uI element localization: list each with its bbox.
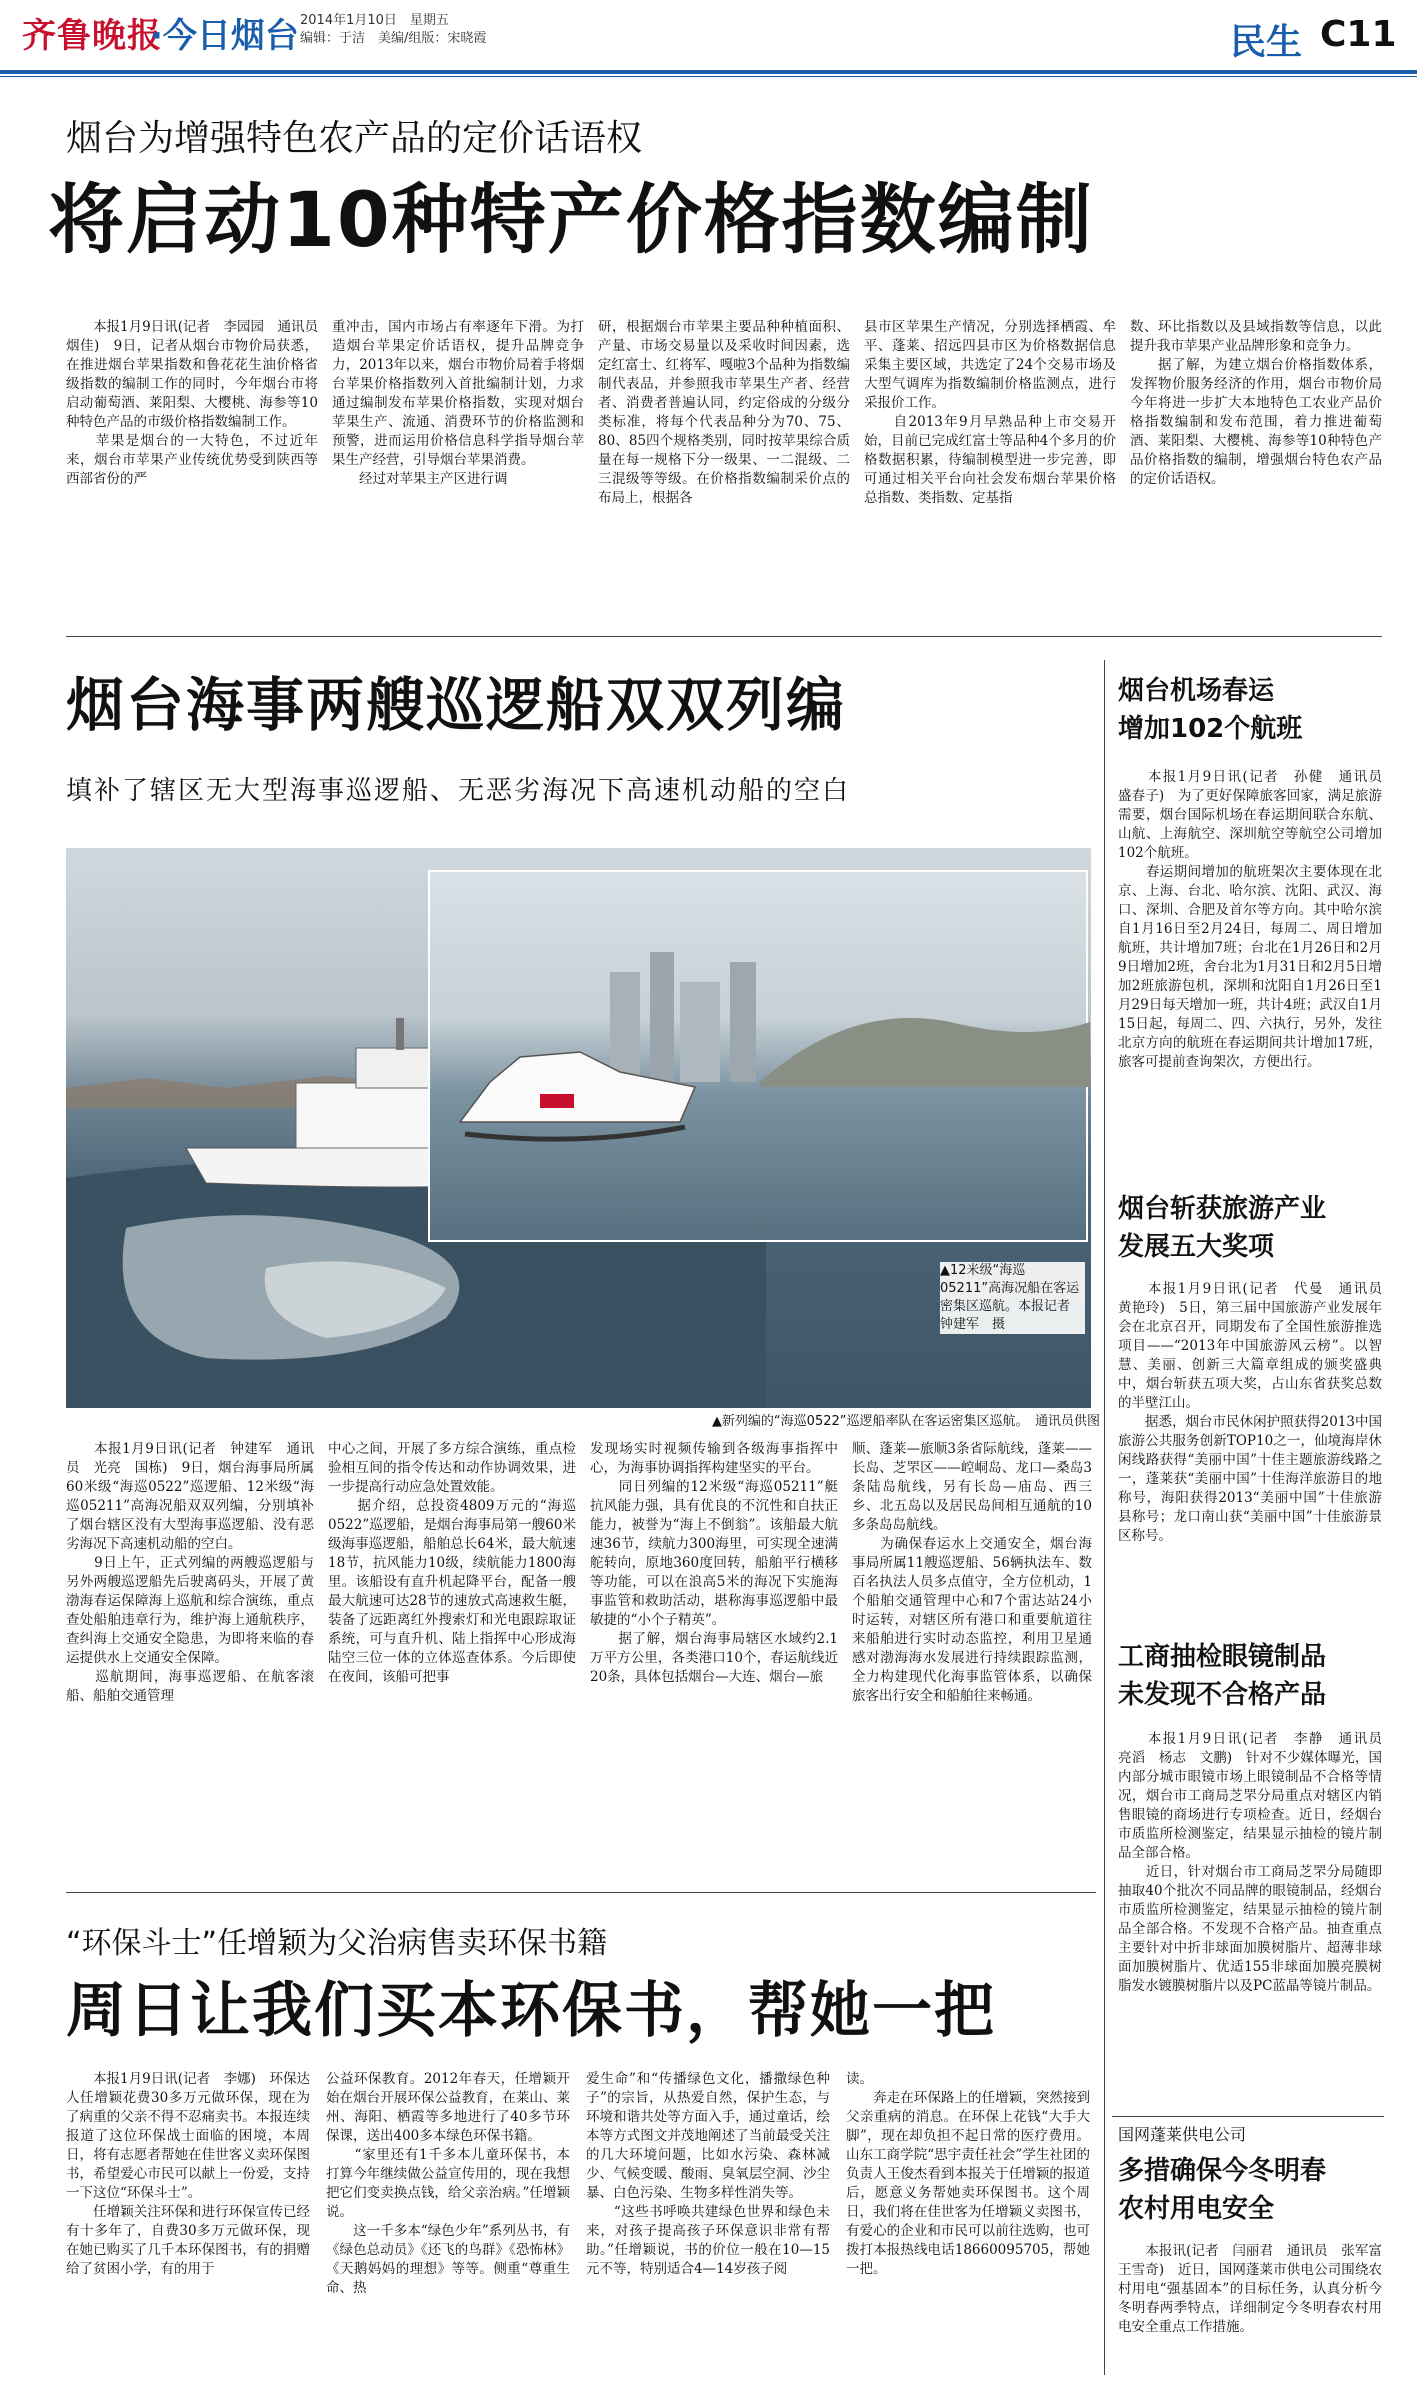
sidebar-story4-headline-line1: 多措确保今冬明春 [1118,2156,1327,2186]
article3-col-2: 公益环保教育。2012年春天，任增颖开始在烟台开展环保公益教育，在莱山、莱州、海阳、栖霞等多地进行了40多节环保课，送出400多本绿色环保书籍。 “家里还有1千多本儿童环保书，本打算今年继续做公益宣传用的，现在我想把它们变卖换点钱，给父亲治病。”任增颖说。 这一千多本“绿色少年”系列丛书，有《绿色总动员》《还飞的鸟群》《恐怖林》《天鹅妈妈的理想》等等。侧重“尊重生命、热 [326,2071,570,2296]
article3-col-3: 爱生命”和“传播绿色文化，播撒绿色种子”的宗旨，从热爱自然，保护生态，与环境和谐共处等方面入手，通过童话，绘本等方式图文并茂地阐述了当前最受关注的几大环境问题，比如水污染、森林减少、气候变暖、酸雨、臭氧层空洞、沙尘暴、白色污染、生物多样性消失等。 “这些书呼唤共建绿色世界和绿色未来，对孩子提高孩子环保意识非常有帮助。”任增颖说，书的价位一般在10—15元不等，特别适合4—14岁孩子阅 [586,2071,830,2277]
patrol-ship-photo [66,848,1091,1408]
sidebar-story2-headline [1118,1190,1326,1266]
divider [66,636,1382,637]
article2-col-3: 发现场实时视频传输到各级海事指挥中心，为海事协调指挥构建坚实的平台。 同日列编的12米级“海巡05211”艇抗风能力强，具有优良的不沉性和自扶正能力，被誉为“海上不倒翁”。该船最大航速36节，续航力300海里，可实现全速满舵转向，原地360度回转，船舶平行横移等功能，可以在浪高5米的海况下实施海事监管和救助活动，堪称海事巡逻船中最敏捷的“小个子精英”。 据了解，烟台海事局辖区水域约2.1万平方公里，各类港口10个，春运航线近20条，具体包括烟台—大连、烟台—旅 [590,1441,838,1685]
inset-illustration [430,872,1090,1244]
sidebar-story3-headline-line1: 工商抽检眼镜制品 [1118,1642,1327,1672]
issue-meta [300,12,486,48]
sidebar-story1-headline-line2: 增加102个航班 [1118,714,1303,744]
sidebar-story1-headline [1118,672,1302,748]
sidebar-story4-ad-label: 国网蓬莱供电公司 [1118,2125,1247,2144]
article3-col-1: 本报1月9日讯(记者 李娜) 环保达人任增颖花费30多万元做环保，现在为了病重的父亲不得不忍痛卖书。本报连续报道了这位环保战士面临的困境，本周日，将有志愿者帮她在佳世客义卖环保图书，希望爱心市民可以献上一份爱，支持一下这位“环保斗士”。 任增颖关注环保和进行环保宣传已经有十多年了，自费30多万元做环保，现在她已购买了几千本环保图书，有的捐赠给了贫困小学，有的用于 [66,2071,310,2277]
article2-headline: 烟台海事两艘巡逻船双双列编 [66,671,847,739]
sidebar-story4-headline-line2: 农村用电安全 [1118,2194,1275,2224]
header-rule-thin [0,76,1417,77]
sidebar-story4-text: 本报讯(记者 闫丽君 通讯员 张军富 王雪奇) 近日，国网蓬莱市供电公司围绕农村用电“强基固本”的目标任务，认真分析今冬明春两季特点，详细制定今冬明春农村用电安全重点工作措施。 [1118,2243,1396,2335]
article3-col-4: 读。 奔走在环保路上的任增颖，突然接到父亲重病的消息。在环保上花钱“大手大脚”，现在却负担不起日常的医疗费用。山东工商学院“思宇责任社会”学生社团的负责人王俊杰看到本报关于任增颖的报道后，愿意义务帮她卖环保图书。这个周日，我们将在佳世客为任增颖义卖图书，有爱心的企业和市民可以前往选购，也可拨打本报热线电话18660095705，帮她一把。 [846,2071,1090,2277]
article1-col-4: 县市区苹果生产情况，分别选择栖霞、牟平、蓬莱、招远四县市区为价格数据信息采集主要区域，共选定了24个交易市场及大型气调库为指数编制价格监测点，进行采报价工作。 自2013年9月早熟品种上市交易开始，目前已完成红富士等品种4个多月的价格数据积累，待编制模型进一步完善，即可通过相关平台向社会发布烟台苹果价格总指数、类指数、定基指 [864,319,1116,506]
article2-col-4: 顺、蓬莱—旅顺3条省际航线，蓬莱——长岛、芝罘区——崆峒岛、龙口—桑岛3条陆岛航线，另有长岛—庙岛、西三乡、北五岛以及居民岛间相互通航的10多条岛岛航线。 为确保春运水上交通安全，烟台海事局所属11艘巡逻船、56辆执法车、数百名执法人员多点值守，全方位机动，1个船舶交通管理中心和7个雷达站24小时运转，对辖区所有港口和重要航道往来船舶进行实时动态监控，利用卫星通感对渤海海水发展进行持续跟踪监测，全力构建现代化海事监管体系，以确保旅客出行安全和船舶往来畅通。 [852,1441,1092,1704]
sidebar-story2-text: 本报1月9日讯(记者 代曼 通讯员 黄艳玲) 5日，第三届中国旅游产业发展年会在北京召开，同期发布了全国性旅游推选项目——“2013年中国旅游风云榜”。以智慧、美丽、创新三大篇章组成的颁奖盛典中，烟台斩获五项大奖，占山东省获奖总数的半壁江山。 据悉，烟台市民休闲护照获得2013中国旅游公共服务创新TOP10之一，仙境海岸休闲线路获得“美丽中国”十佳主题旅游线路之一，蓬莱获“美丽中国”十佳海洋旅游目的地称号，海阳获得2013“美丽中国”十佳旅游县称号；龙口南山获“美丽中国”十佳旅游景区称号。 [1118,1281,1382,1544]
article3-kicker: “环保斗士”任增颖为父治病售卖环保书籍 [66,1926,608,1961]
article2-subhead: 填补了辖区无大型海事巡逻船、无恶劣海况下高速机动船的空白 [66,776,851,806]
sidebar-story4-headline [1118,2152,1326,2228]
editor-credit: 编辑：于洁 美编/组版：宋晓霞 [300,31,487,46]
section-title: ·今日烟台 [150,16,299,56]
sidebar-divider [1104,660,1105,2375]
sidebar-story3-text: 本报1月9日讯(记者 李静 通讯员 亮滔 杨志 文鹏) 针对不少媒体曝光，国内部分城市眼镜市场上眼镜制品不合格等情况，烟台市工商局芝罘分局重点对辖区内销售眼镜的商场进行专项检查。近日，经烟台市质监所检测鉴定，结果显示抽检的镜片制品全部合格。 近日，针对烟台市工商局芝罘分局随即抽取40个批次不同品牌的眼镜制品，经烟台市质监所检测鉴定，结果显示抽检的镜片制品全部合格。不发现不合格产品。抽查重点主要针对中折非球面加膜树脂片、超薄非球面加膜树脂片、优适155非球面加膜亮膜树脂发水镀膜树脂片以及PC蓝晶等镜片制品。 [1118,1731,1382,1994]
issue-date: 2014年1月10日 星期五 [300,13,449,28]
article1-col-2: 重冲击，国内市场占有率逐年下滑。为打造烟台苹果定价话语权，提升品牌竞争力，2013年以来，烟台市物价局着手将烟台苹果价格指数列入首批编制计划，力求通过编制发布苹果价格指数，实现对烟台苹果生产、流通、消费环节的价格监测和预警，进而运用价格信息科学指导烟台苹果生产经营，引导烟台苹果消费。 经过对苹果主产区进行调 [332,319,584,487]
page-category: 民生 [1230,22,1303,63]
article1-col-1: 本报1月9日讯(记者 李园园 通讯员 烟佳) 9日，记者从烟台市物价局获悉，在推进烟台苹果指数和鲁花花生油价格省级指数的编制工作的同时，今年烟台市将启动葡萄酒、莱阳梨、大樱桃、海参等10种特色产品的市级价格指数编制工作。 苹果是烟台的一大特色，不过近年来，烟台市苹果产业传统优势受到陕西等西部省份的严 [66,319,318,487]
sidebar-story3-headline-line2: 未发现不合格产品 [1118,1680,1327,1710]
article3-headline: 周日让我们买本环保书，帮她一把 [66,1976,996,2046]
sidebar-story2-headline-line2: 发展五大奖项 [1118,1232,1275,1262]
header-rule [0,70,1417,74]
sidebar-story1-text: 本报1月9日讯(记者 孙健 通讯员 盛春子) 为了更好保障旅客回家，满足旅游需要，烟台国际机场在春运期间联合东航、山航、上海航空、深圳航空等航空公司增加102个航班。 春运期间增加的航班架次主要体现在北京、上海、台北、哈尔滨、沈阳、武汉、海口、深圳、合肥及首尔等方向。其中哈尔滨自1月16日至2月24日，每周二、周日增加航班，共计增加7班；台北在1月26日和2月9日增加2班，舍台北为1月31日和2月5日增加2班旅游包机，深圳和沈阳自1月26日至1月29日每天增加一班，共计4班；武汉自1月15日起，每周二、四、六执行，另外，发往北京方向的航班在春运期间共计增加17班，旅客可提前查询架次，方便出行。 [1118,769,1382,1070]
page-number: C11 [1320,14,1397,55]
sidebar-story2-headline-line1: 烟台斩获旅游产业 [1118,1194,1327,1224]
sidebar-story1-headline-line1: 烟台机场春运 [1118,676,1275,706]
article1-headline: 将启动10种特产价格指数编制 [48,175,1094,264]
divider [66,1892,1096,1893]
article1-kicker: 烟台为增强特色农产品的定价话语权 [66,118,643,159]
article1-col-3: 研，根据烟台市苹果主要品种种植面积、产量、市场交易量以及采收时间因素，选定红富士、红将军、嘎啦3个品种为指数编制代表品，并参照我市苹果生产者、经营者、消费者普遍认同，约定俗成的分级分类标准，将每个代表品种分为70、75、80、85四个规格类别，同时按苹果综合质量在每一规格下分一级果、一二混级、二三混级等等级。在价格指数编制采价点的布局上，根据各 [598,319,850,506]
article2-col-1: 本报1月9日讯(记者 钟建军 通讯员 光亮 国栋) 9日，烟台海事局所属60米级“海巡0522”巡逻船、12米级“海巡05211”高海况船双双列编，分别填补了烟台辖区没有大型海事巡逻船、没有恶劣海况下高速机动船的空白。 9日上午，正式列编的两艘巡逻船与另外两艘巡逻船先后驶离码头，开展了黄渤海春运保障海上巡航和综合演练，重点查处船舶违章行为，维护海上通航秩序，查纠海上交通安全隐患，为即将来临的春运提供水上交通安全保障。 巡航期间，海事巡逻船、在航客滚船、船舶交通管理 [66,1441,314,1704]
inset-photo-caption: ▲12米级“海巡05211”高海况船在客运密集区巡航。本报记者 钟建军 摄 [940,1263,1084,1332]
newspaper-logo: 齐鲁晚报 [22,16,162,56]
article2-col-2: 中心之间，开展了多方综合演练，重点检验相互间的指令传达和动作协调效果，进一步提高行动应急处置效能。 据介绍，总投资4809万元的“海巡0522”巡逻船，是烟台海事局第一艘60米级海事巡逻船，船舶总长64米，最大航速18节，抗风能力10级，续航能力1800海里。该船设有直升机起降平台，配备一艘最大航速可达28节的速放式高速救生艇，装备了远距离红外搜索灯和光电跟踪取证系统，可与直升机、陆上指挥中心形成海陆空三位一体的立体巡查体系。今后即使在夜间，该船可把事 [328,1441,576,1685]
inset-boat-photo [428,870,1088,1242]
article1-col-5: 数、环比指数以及县域指数等信息，以此提升我市苹果产业品牌形象和竞争力。 据了解，为建立烟台价格指数体系，发挥物价服务经济的作用，烟台市物价局今年将进一步扩大本地特色工农业产品价格指数编制和发布范围，着力推进葡萄酒、莱阳梨、大樱桃、海参等10种特色产品价格指数的编制，增强烟台特色农产品的定价话语权。 [1130,319,1382,487]
main-photo-caption: ▲新列编的“海巡0522”巡逻船率队在客运密集区巡航。 通讯员供图 [711,1414,1100,1429]
divider [1112,2116,1384,2117]
sidebar-story3-headline [1118,1638,1326,1714]
